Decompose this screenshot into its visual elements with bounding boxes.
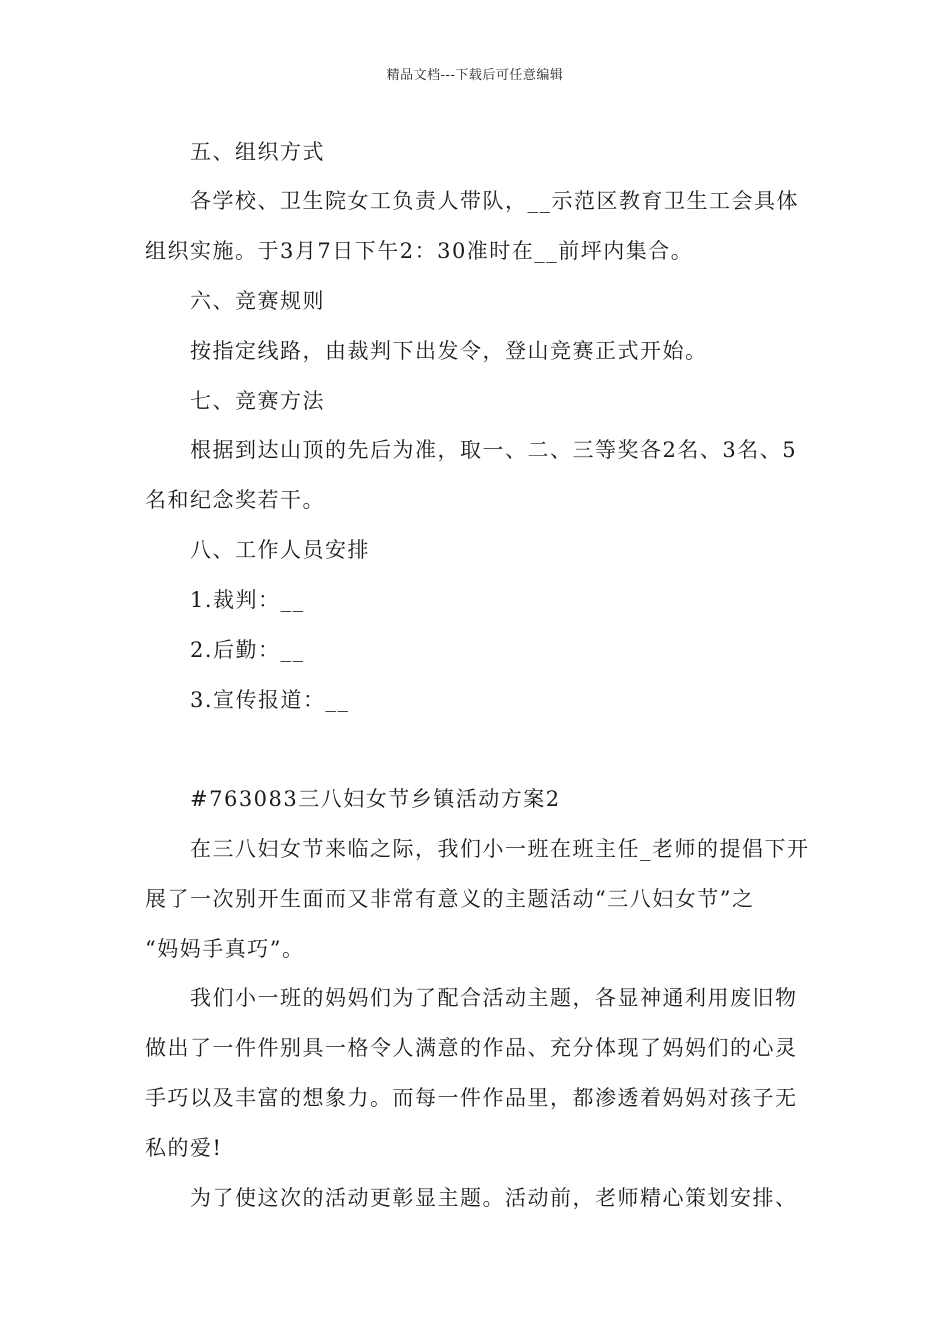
paragraph-line: 根据到达山顶的先后为准，取一、二、三等奖各2名、3名、5 xyxy=(190,438,798,462)
paragraph-line: 名和纪念奖若干。 xyxy=(145,488,325,512)
paragraph-line: 在三八妇女节来临之际，我们小一班在班主任_老师的提倡下开 xyxy=(190,837,810,861)
paragraph-line: 组织实施。于3月7日下午2：30准时在__前坪内集合。 xyxy=(145,239,694,263)
section-heading-method: 七、竞赛方法 xyxy=(190,389,325,413)
section-title: #763083三八妇女节乡镇活动方案2 xyxy=(190,787,561,811)
paragraph-line: 做出了一件件别具一格令人满意的作品、充分体现了妈妈们的心灵 xyxy=(145,1036,798,1060)
paragraph-line: 我们小一班的妈妈们为了配合活动主题，各显神通利用废旧物 xyxy=(190,986,798,1010)
paragraph-line: 展了一次别开生面而又非常有意义的主题活动“三八妇女节”之 xyxy=(145,887,755,911)
paragraph-line: “妈妈手真巧”。 xyxy=(145,937,305,961)
page-header: 精品文档---下载后可任意编辑 xyxy=(386,68,564,83)
paragraph-line: 按指定线路，由裁判下出发令，登山竞赛正式开始。 xyxy=(190,339,708,363)
list-item: 1.裁判：__ xyxy=(190,588,305,612)
list-item: 3.宣传报道：__ xyxy=(190,688,350,712)
section-heading-organization: 五、组织方式 xyxy=(190,140,325,164)
section-heading-rules: 六、竞赛规则 xyxy=(190,289,325,313)
paragraph-line: 手巧以及丰富的想象力。而每一件作品里，都渗透着妈妈对孩子无 xyxy=(145,1086,798,1110)
section-heading-staff: 八、工作人员安排 xyxy=(190,538,370,562)
paragraph-line: 各学校、卫生院女工负责人带队，__示范区教育卫生工会具体 xyxy=(190,189,799,213)
paragraph-line: 为了使这次的活动更彰显主题。活动前，老师精心策划安排、 xyxy=(190,1186,798,1210)
paragraph-line: 私的爱! xyxy=(145,1136,223,1160)
list-item: 2.后勤：__ xyxy=(190,638,305,662)
